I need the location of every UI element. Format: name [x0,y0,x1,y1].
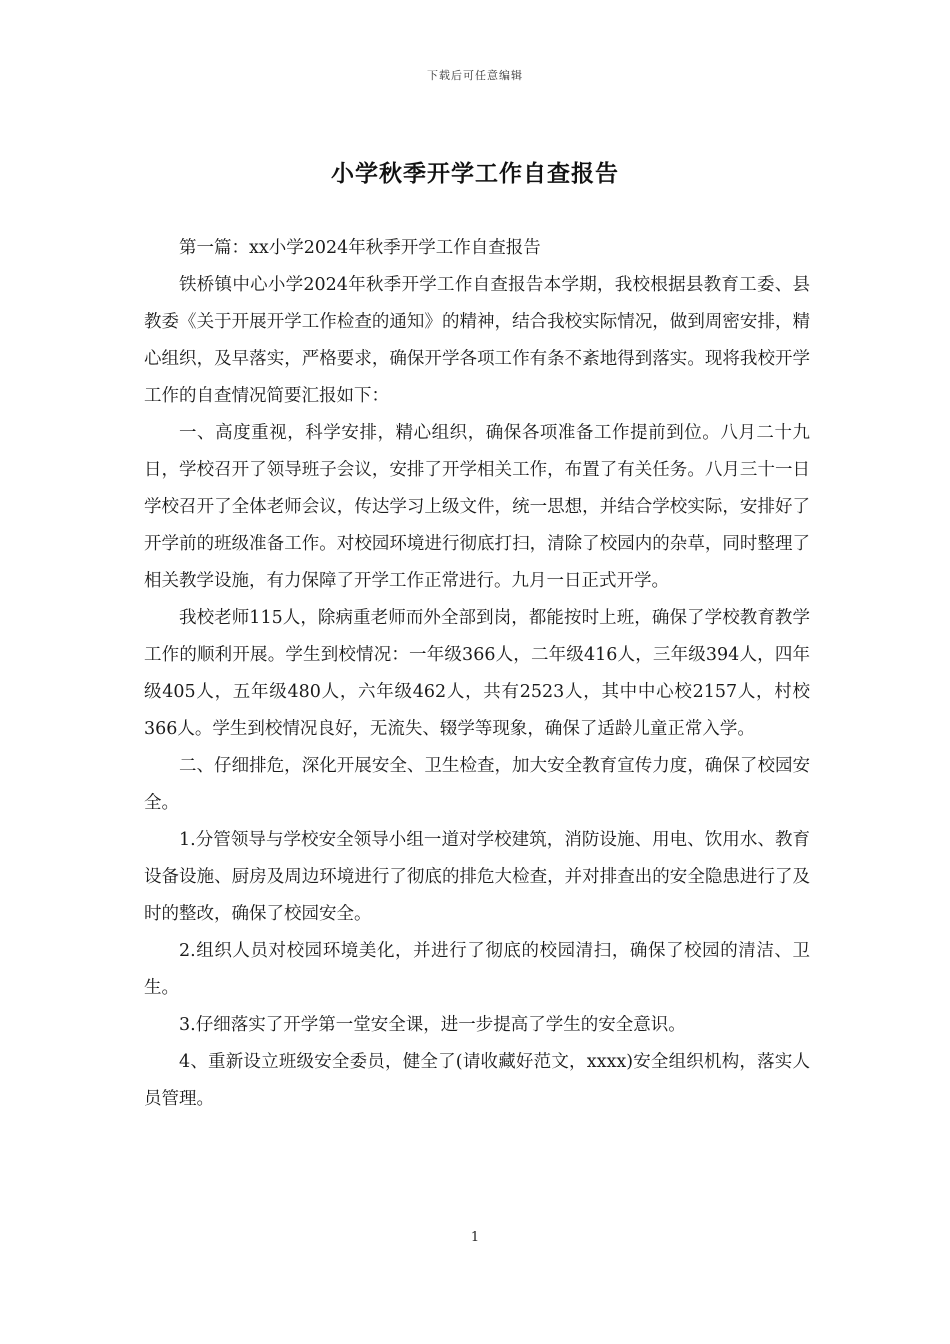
page-number: 1 [470,1230,480,1245]
section-heading: 第一篇：xx小学2024年秋季开学工作自查报告 [179,238,541,258]
paragraph-part-two: 二、仔细排危，深化开展安全、卫生检查，加大安全教育宣传力度，确保了校园安全。 [144,756,810,813]
paragraph-staff-students: 我校老师115人，除病重老师而外全部到岗，都能按时上班，确保了学校教育教学工作的顺利开展。学生到校情况：一年级366人，二年级416人，三年级394人，四年级405人，五年级480人，六年级462人，共有2523人，其中中心校2157人，村校366人。学生到校情况良好，无流失、辍学等现象，确保了适龄儿童正常入学。 [144,608,810,739]
list-item-2: 2.组织人员对校园环境美化，并进行了彻底的校园清扫，确保了校园的清洁、卫生。 [144,941,810,998]
document-title: 小学秋季开学工作自查报告 [331,160,619,187]
list-item-4: 4、重新设立班级安全委员，健全了(请收藏好范文，xxxx)安全组织机构，落实人员管理。 [144,1052,810,1109]
header-note: 下载后可任意编辑 [427,69,523,82]
paragraph-part-one: 一、高度重视，科学安排，精心组织，确保各项准备工作提前到位。八月二十九日，学校召开了领导班子会议，安排了开学相关工作，布置了有关任务。八月三十一日学校召开了全体老师会议，传达学习上级文件，统一思想，并结合学校实际，安排好了开学前的班级准备工作。对校园环境进行彻底打扫，清除了校园内的杂草，同时整理了相关教学设施，有力保障了开学工作正常进行。九月一日正式开学。 [144,423,810,591]
list-item-1: 1.分管领导与学校安全领导小组一道对学校建筑，消防设施、用电、饮用水、教育设备设施、厨房及周边环境进行了彻底的排危大检查，并对排查出的安全隐患进行了及时的整改，确保了校园安全。 [144,830,810,924]
paragraph-intro: 铁桥镇中心小学2024年秋季开学工作自查报告本学期，我校根据县教育工委、县教委《关于开展开学工作检查的通知》的精神，结合我校实际情况，做到周密安排，精心组织，及早落实，严格要求，确保开学各项工作有条不紊地得到落实。现将我校开学工作的自查情况简要汇报如下： [144,275,810,406]
document-body [144,230,810,1118]
list-item-3: 3.仔细落实了开学第一堂安全课，进一步提高了学生的安全意识。 [179,1015,686,1035]
